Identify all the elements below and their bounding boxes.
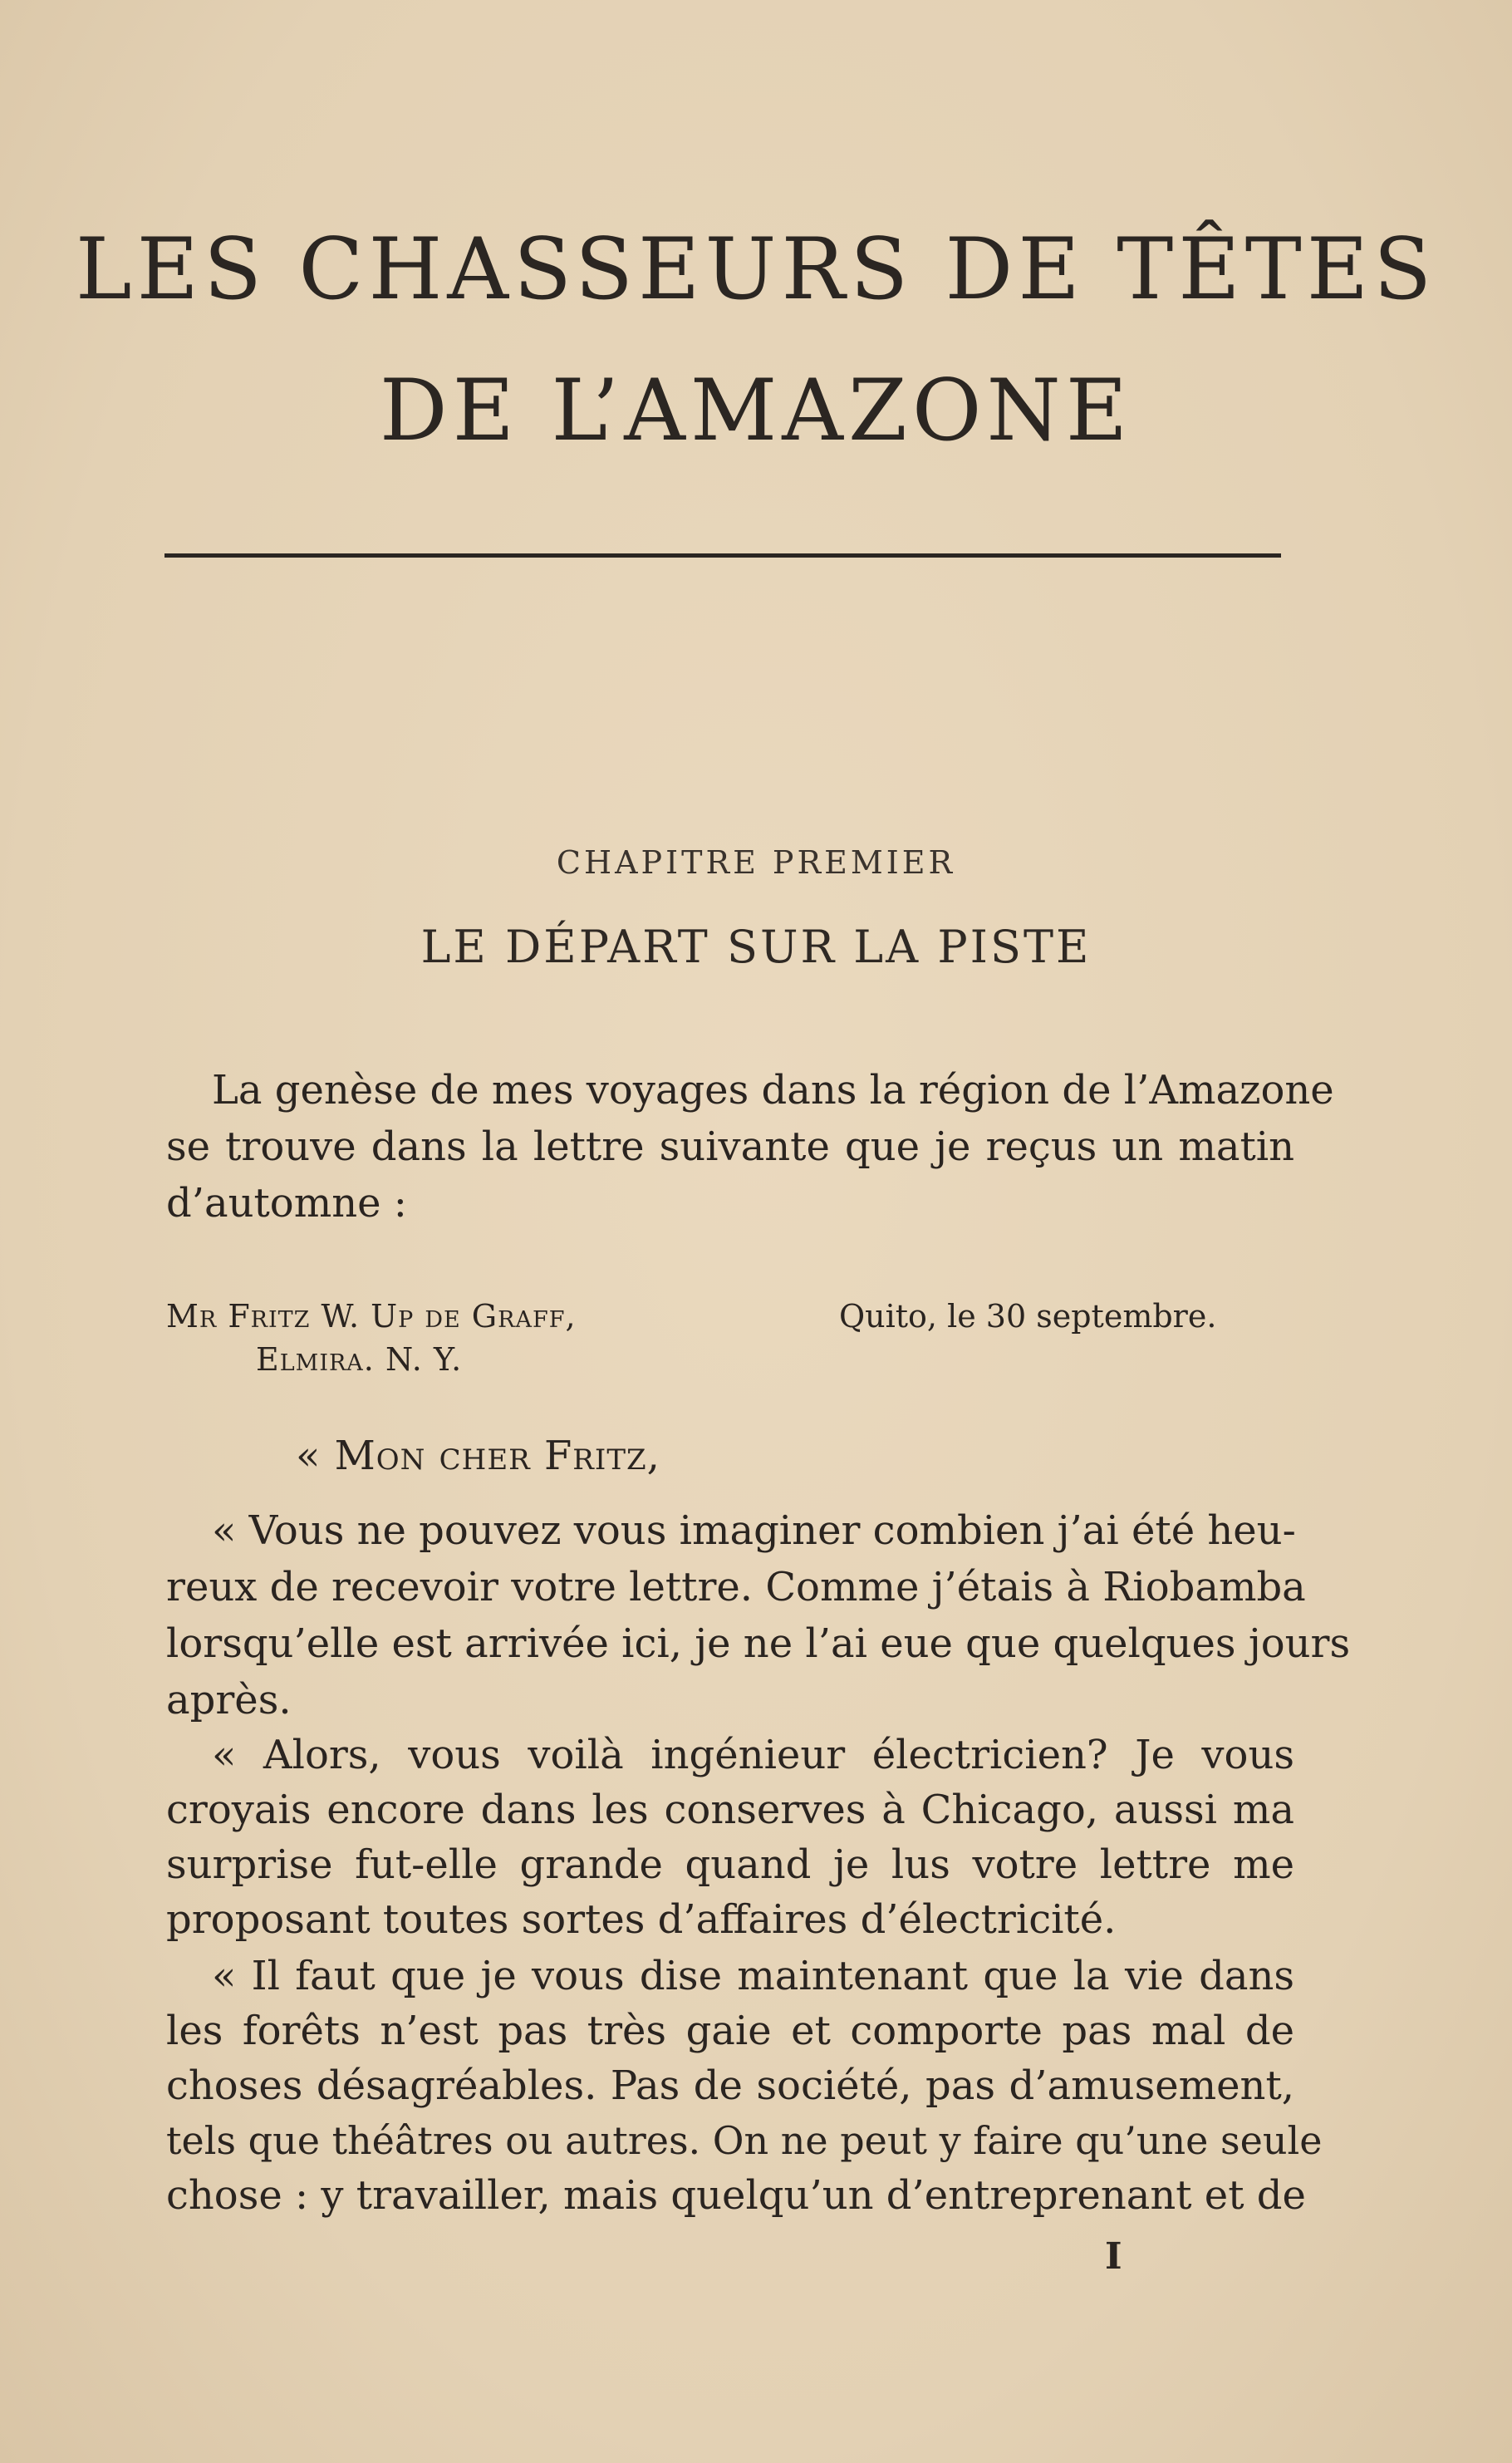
intro-line-1: La genèse de mes voyages dans la région de l’Amazone [212, 1067, 1334, 1114]
letter-line-11: choses désagréables. Pas de société, pas d’amusement, [166, 2062, 1294, 2109]
letter-line-2: reux de recevoir votre lettre. Comme j’étais à Riobamba [166, 1564, 1306, 1610]
letter-line-13: chose : y travailler, mais quelqu’un d’entreprenant et de [166, 2172, 1306, 2219]
letter-addressee-place: Elmira. N. Y. [256, 1341, 463, 1378]
book-title-line-2: DE L’AMAZONE [379, 361, 1133, 460]
letter-line-8: proposant toutes sortes d’affaires d’électricité. [166, 1896, 1117, 1943]
letter-line-9: « Il faut que je vous dise maintenant que la vie dans [212, 1953, 1294, 1999]
letter-line-4: après. [166, 1677, 292, 1723]
letter-addressee-name: Mr Fritz W. Up de Graff, [166, 1298, 577, 1335]
chapter-label: CHAPITRE PREMIER [556, 844, 956, 881]
book-title-line-1: LES CHASSEURS DE TÊTES [75, 220, 1437, 319]
intro-line-3: d’automne : [166, 1180, 407, 1227]
page-number: I [1105, 2235, 1122, 2278]
letter-line-3: lorsqu’elle est arrivée ici, je ne l’ai eue que quelques jours [166, 1620, 1351, 1667]
letter-line-12: tels que théâtres ou autres. On ne peut y faire qu’une seule [166, 2118, 1323, 2163]
title-rule [164, 553, 1281, 558]
intro-line-2: se trouve dans la lettre suivante que je reçus un matin [166, 1123, 1294, 1170]
letter-line-7: surprise fut-elle grande quand je lus votre lettre me [166, 1841, 1294, 1888]
letter-line-10: les forêts n’est pas très gaie et comporte pas mal de [166, 2008, 1294, 2054]
chapter-title: LE DÉPART SUR LA PISTE [420, 921, 1092, 973]
letter-salutation: « Mon cher Fritz, [296, 1433, 660, 1479]
letter-line-5: « Alors, vous voilà ingénieur électricien? Je vous [212, 1732, 1294, 1778]
letter-place-date: Quito, le 30 septembre. [839, 1298, 1217, 1335]
letter-line-1: « Vous ne pouvez vous imaginer combien j’ai été heu- [212, 1507, 1296, 1554]
letter-line-6: croyais encore dans les conserves à Chicago, aussi ma [166, 1787, 1294, 1833]
